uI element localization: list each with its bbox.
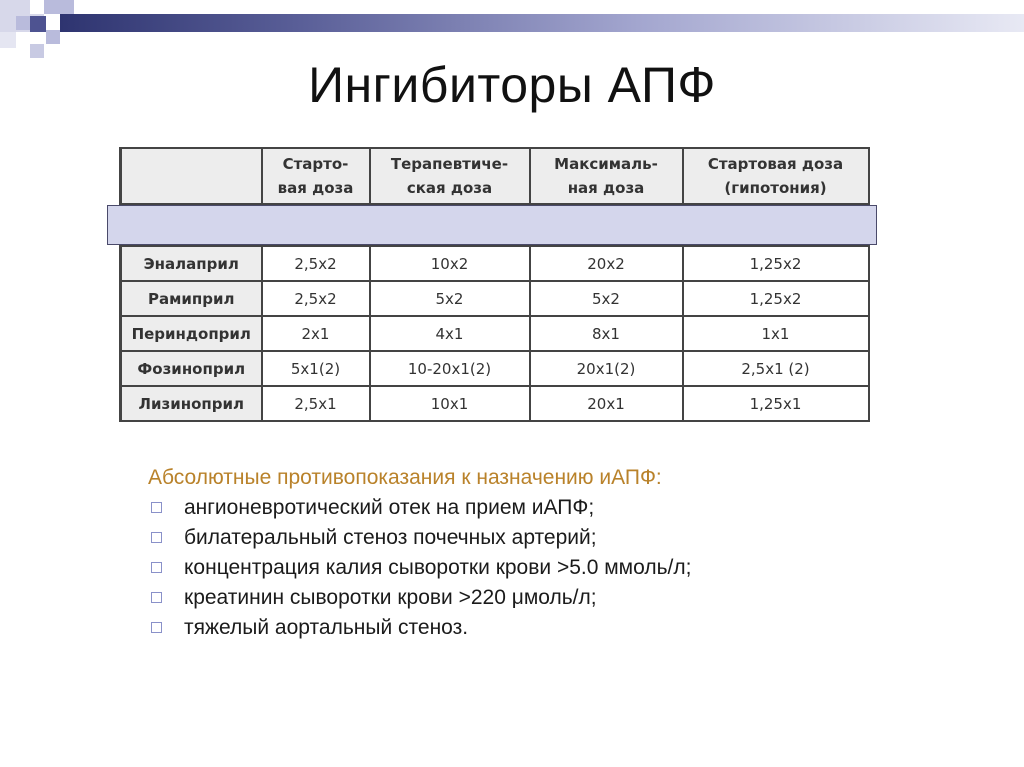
header-decor-bar bbox=[60, 14, 1024, 32]
list-item bbox=[148, 493, 988, 523]
table-row bbox=[121, 316, 869, 351]
dose-table bbox=[119, 147, 870, 422]
table-row bbox=[121, 351, 869, 386]
drug-name-cell: Фозиноприл bbox=[121, 351, 262, 386]
square-bullet-icon bbox=[151, 502, 162, 513]
table-cell: 5x2 bbox=[530, 281, 683, 316]
decor-square bbox=[44, 0, 74, 14]
table-header-row bbox=[121, 148, 869, 204]
square-bullet-icon bbox=[151, 562, 162, 573]
table-cell: 5x1(2) bbox=[262, 351, 370, 386]
contraindications-heading: Абсолютные противопоказания к назначению иАПФ: bbox=[148, 466, 662, 489]
table-row bbox=[121, 246, 869, 281]
highlight-band bbox=[107, 205, 877, 245]
table-cell: 10x2 bbox=[370, 246, 530, 281]
table-cell: 2,5x1 (2) bbox=[683, 351, 869, 386]
table-header-cell bbox=[121, 148, 262, 204]
table-row bbox=[121, 386, 869, 421]
table-header-cell: Терапевтиче- ская доза bbox=[370, 148, 530, 204]
list-item-text: креатинин сыворотки крови >220 μмоль/л; bbox=[184, 586, 597, 609]
table-cell: 2,5x2 bbox=[262, 246, 370, 281]
list-item bbox=[148, 583, 988, 613]
list-item-text: билатеральный стеноз почечных артерий; bbox=[184, 526, 597, 549]
list-item bbox=[148, 613, 988, 643]
table-cell: 1x1 bbox=[683, 316, 869, 351]
table-cell: 4x1 bbox=[370, 316, 530, 351]
table-header-cell: Стартовая доза (гипотония) bbox=[683, 148, 869, 204]
table-cell: 10x1 bbox=[370, 386, 530, 421]
drug-name-cell: Лизиноприл bbox=[121, 386, 262, 421]
square-bullet-icon bbox=[151, 592, 162, 603]
decor-square bbox=[16, 16, 30, 30]
contraindications-block bbox=[148, 466, 988, 643]
dose-table-container bbox=[119, 147, 867, 435]
drug-name-cell: Эналаприл bbox=[121, 246, 262, 281]
list-item-text: концентрация калия сыворотки крови >5.0 ммоль/л; bbox=[184, 556, 692, 579]
table-cell: 20x1(2) bbox=[530, 351, 683, 386]
list-item bbox=[148, 553, 988, 583]
square-bullet-icon bbox=[151, 622, 162, 633]
table-cell: 1,25x2 bbox=[683, 246, 869, 281]
table-cell: 10-20x1(2) bbox=[370, 351, 530, 386]
table-header-cell: Максималь- ная доза bbox=[530, 148, 683, 204]
decor-square bbox=[30, 0, 44, 14]
table-cell: 1,25x1 bbox=[683, 386, 869, 421]
square-bullet-icon bbox=[151, 532, 162, 543]
decor-square bbox=[30, 16, 46, 32]
list-item-text: ангионевротический отек на прием иАПФ; bbox=[184, 496, 595, 519]
decor-square bbox=[46, 30, 60, 44]
decor-square bbox=[0, 32, 16, 48]
table-cell: 20x2 bbox=[530, 246, 683, 281]
table-cell: 2,5x2 bbox=[262, 281, 370, 316]
table-row bbox=[121, 281, 869, 316]
slide-title: Ингибиторы АПФ bbox=[308, 57, 716, 113]
table-cell: 2,5x1 bbox=[262, 386, 370, 421]
table-cell: 20x1 bbox=[530, 386, 683, 421]
table-cell: 1,25x2 bbox=[683, 281, 869, 316]
drug-name-cell: Рамиприл bbox=[121, 281, 262, 316]
table-header-cell: Старто- вая доза bbox=[262, 148, 370, 204]
table-cell: 8x1 bbox=[530, 316, 683, 351]
table-cell: 2x1 bbox=[262, 316, 370, 351]
table-cell: 5x2 bbox=[370, 281, 530, 316]
contraindications-list bbox=[148, 493, 988, 643]
list-item bbox=[148, 523, 988, 553]
list-item-text: тяжелый аортальный стеноз. bbox=[184, 616, 469, 639]
drug-name-cell: Периндоприл bbox=[121, 316, 262, 351]
